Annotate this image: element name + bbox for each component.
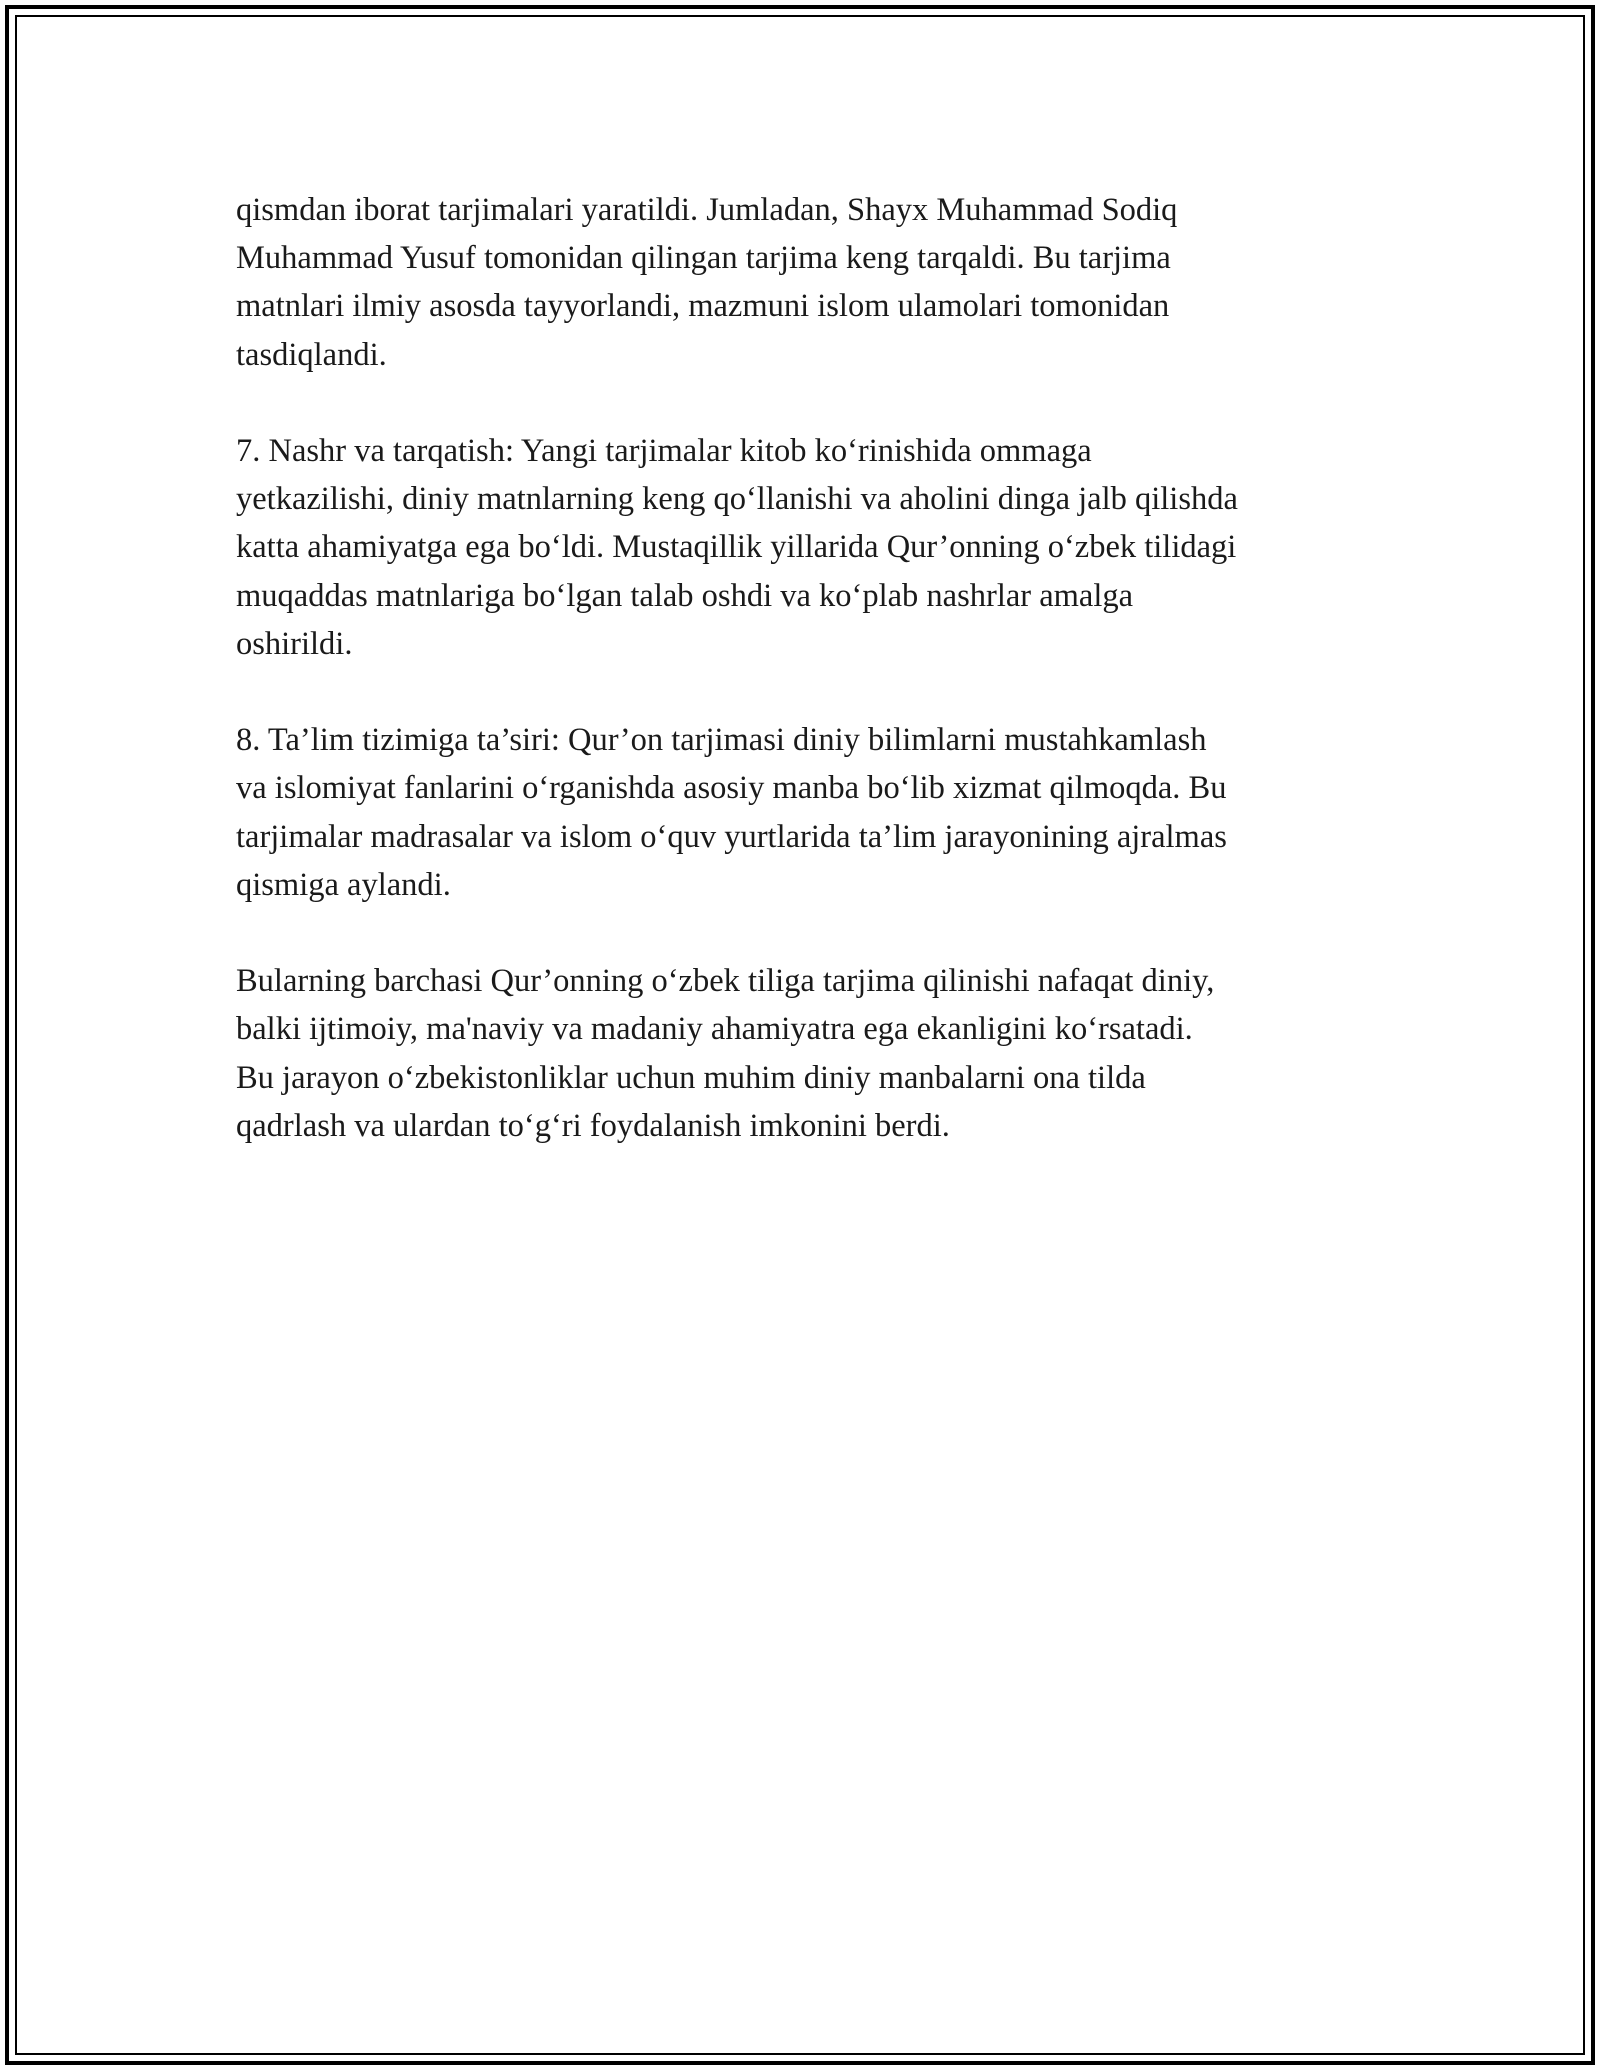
text-line: 8. Ta’lim tizimiga ta’siri: Qur’on tarjimasi diniy bilimlarni mustahkamlash: [236, 722, 1207, 759]
text-line: yetkazilishi, diniy matnlarning keng qo‘llanishi va aholini dinga jalb qilishda: [236, 481, 1238, 518]
paragraph-publication: [236, 427, 1376, 668]
text-line: matnlari ilmiy asosda tayyorlandi, mazmuni islom ulamolari tomonidan: [236, 288, 1170, 325]
document-body: [236, 186, 1376, 1198]
text-line: qismiga aylandi.: [236, 866, 451, 903]
text-line: balki ijtimoiy, ma'naviy va madaniy ahamiyatra ega ekanligini ko‘rsatadi.: [236, 1011, 1193, 1048]
text-line: va islomiyat fanlarini o‘rganishda asosiy manba bo‘lib xizmat qilmoqda. Bu: [236, 770, 1227, 807]
text-line: tarjimalar madrasalar va islom o‘quv yurtlarida ta’lim jarayonining ajralmas: [236, 818, 1227, 855]
text-line: Bularning barchasi Qur’onning o‘zbek tiliga tarjima qilinishi nafaqat diniy,: [236, 963, 1215, 1000]
text-line: oshirildi.: [236, 625, 353, 662]
text-line: Muhammad Yusuf tomonidan qilingan tarjima keng tarqaldi. Bu tarjima: [236, 240, 1171, 277]
paragraph-education: [236, 716, 1376, 909]
text-line: tasdiqlandi.: [236, 336, 387, 373]
paragraph-translation-intro: [236, 186, 1376, 379]
text-line: 7. Nashr va tarqatish: Yangi tarjimalar kitob ko‘rinishida ommaga: [236, 433, 1092, 469]
text-line: katta ahamiyatga ega bo‘ldi. Mustaqillik yillarida Qur’onning o‘zbek tilidagi: [236, 529, 1237, 566]
text-line: qadrlash va ulardan to‘g‘ri foydalanish imkonini berdi.: [236, 1107, 950, 1144]
paragraph-conclusion: [236, 957, 1376, 1150]
text-line: Bu jarayon o‘zbekistonliklar uchun muhim diniy manbalarni ona tilda: [236, 1059, 1146, 1096]
text-line: qismdan iborat tarjimalari yaratildi. Jumladan, Shayx Muhammad Sodiq: [236, 192, 1178, 228]
text-line: muqaddas matnlariga bo‘lgan talab oshdi va ko‘plab nashrlar amalga: [236, 577, 1134, 614]
